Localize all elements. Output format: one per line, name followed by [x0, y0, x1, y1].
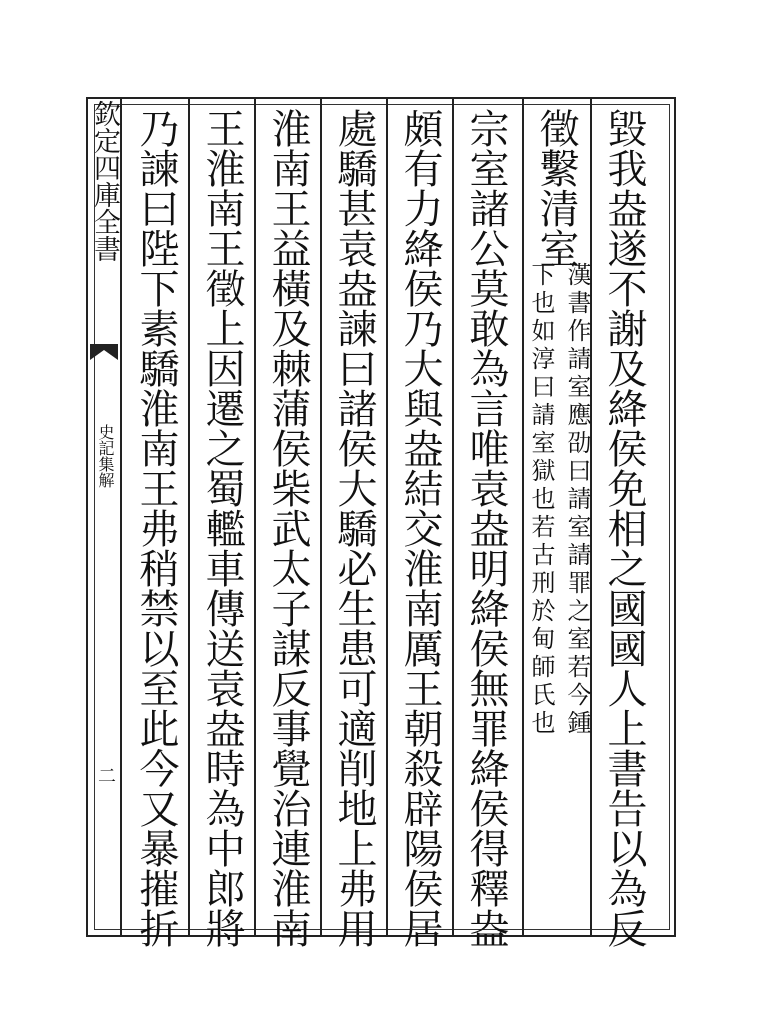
text-column-2: 徵繫清室 [533, 108, 579, 268]
book-title: 史記集解 [96, 424, 115, 488]
text-column-4: 頗有力絳侯乃大與盎結交淮南厲王朝殺辟陽侯居 [397, 108, 443, 948]
text-column-3: 宗室諸公莫敢為言唯袁盎明絳侯無罪絳侯得釋盎 [463, 108, 509, 948]
fish-tail-mark-icon [88, 340, 120, 364]
annotation-column-1: 漢書作請室應劭曰請室請罪之室若今鍾 [563, 262, 591, 738]
column-rule [452, 98, 454, 936]
column-rule [386, 98, 388, 936]
column-rule [522, 98, 524, 936]
column-rule [254, 98, 256, 936]
text-column-8: 乃諫曰陛下素驕淮南王弗稍禁以至此今又暴摧折 [133, 108, 179, 948]
collection-title: 欽定四庫全書 [89, 100, 120, 262]
text-column-1: 毀我盎遂不謝及絳侯免相之國國人上書告以為反 [601, 108, 647, 948]
text-column-5: 處驕甚袁盎諫曰諸侯大驕必生患可適削地上弗用 [331, 108, 377, 948]
text-column-7: 王淮南王徵上因遷之蜀轞車傳送袁盎時為中郎將 [199, 108, 245, 948]
page-number: 二 [95, 766, 116, 784]
column-rule [320, 98, 322, 936]
text-column-6: 淮南王益橫及棘蒲侯柴武太子謀反事覺治連淮南 [265, 108, 311, 948]
column-rule [188, 98, 190, 936]
annotation-column-2: 下也如淳曰請室獄也若古刑於甸師氏也 [527, 262, 555, 738]
